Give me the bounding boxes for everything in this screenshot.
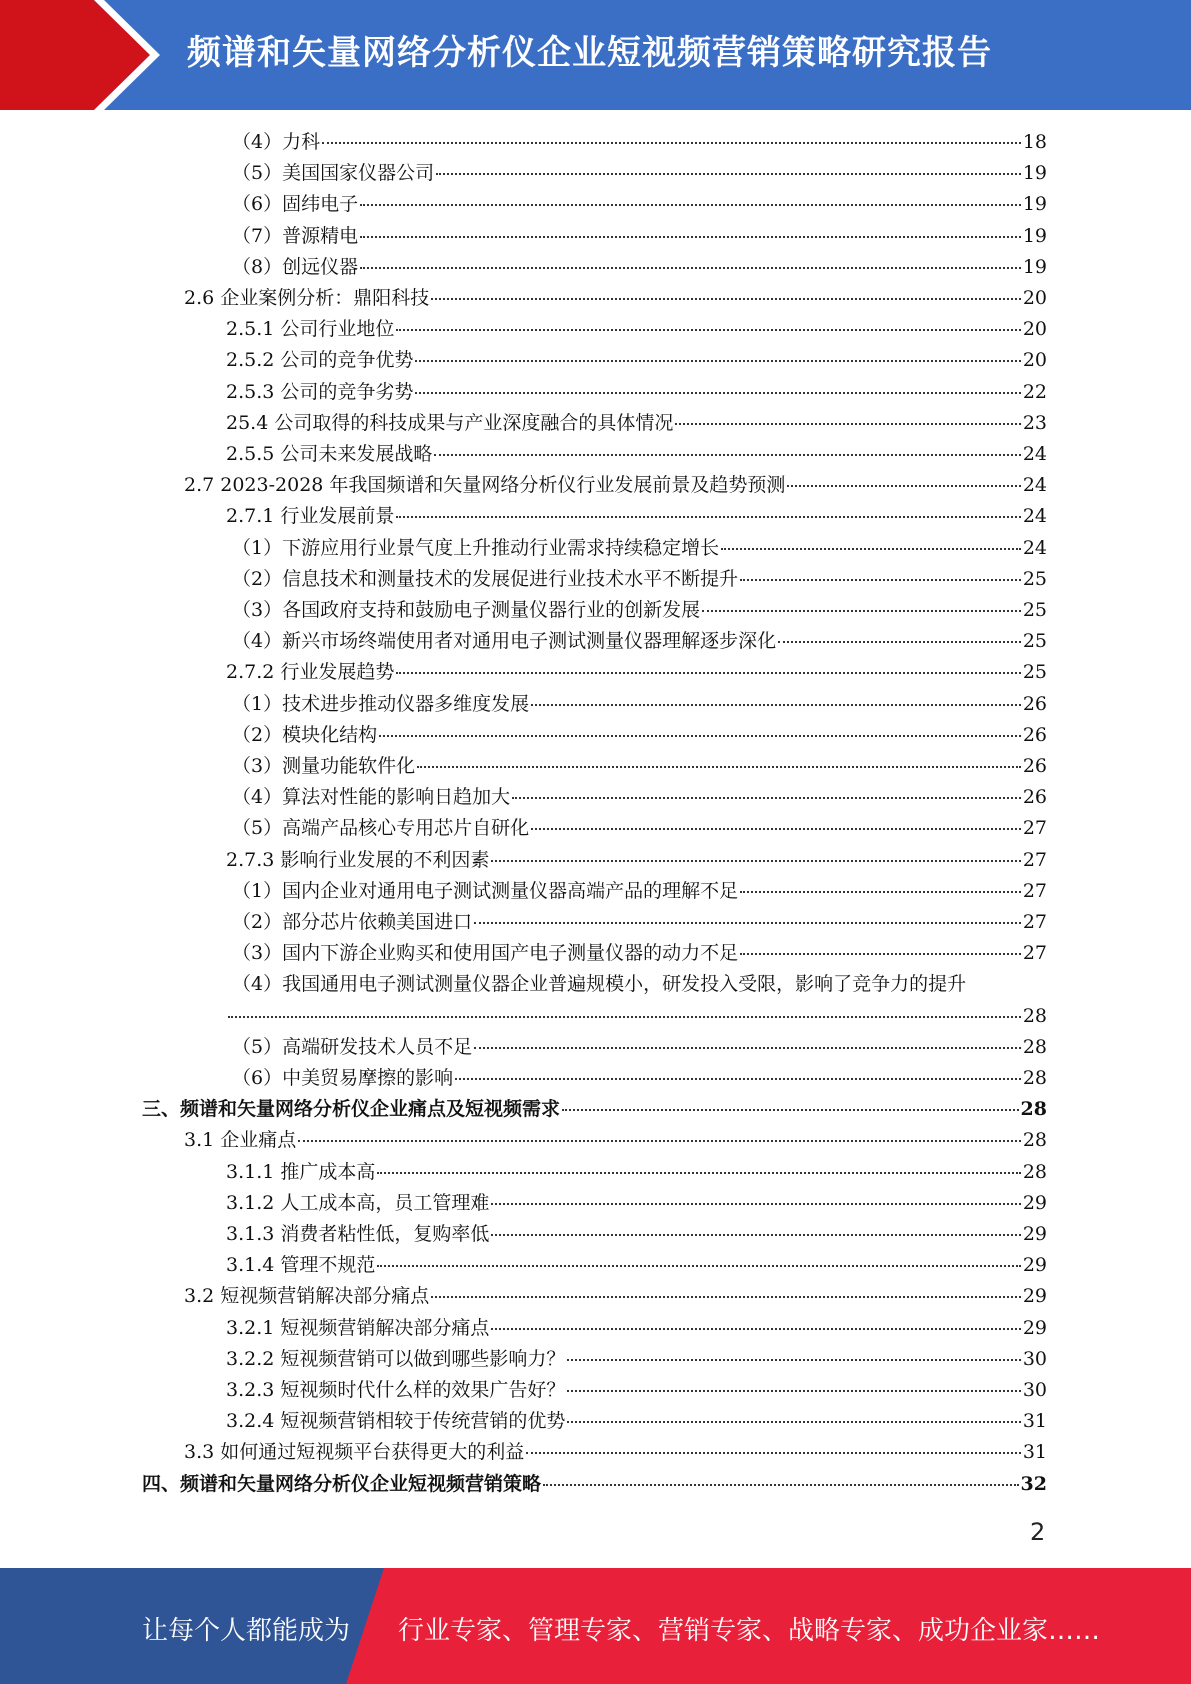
toc-entry-label: 3.2.2 短视频营销可以做到哪些影响力？ [226,1347,566,1370]
toc-leader-dots [740,953,1021,955]
toc-entry-page: 28 [1022,1129,1047,1152]
toc-entry-label: 3.2 短视频营销解决部分痛点 [184,1285,430,1308]
toc-entry-page: 19 [1022,224,1047,247]
toc-entry-page: 24 [1022,474,1047,497]
toc-entry-label: （8）创远仪器 [232,255,359,278]
page-header [0,0,1191,110]
toc-leader-dots [543,1484,1019,1486]
toc-entry-page: 29 [1022,1285,1047,1308]
toc-entry-page: 27 [1022,817,1047,840]
toc-entry-page: 30 [1022,1379,1047,1401]
toc-entry[interactable] [226,377,1047,408]
toc-entry-page: 19 [1022,162,1047,185]
toc-leader-dots [360,236,1021,238]
toc-entry[interactable] [232,969,1047,1000]
toc-entry[interactable] [142,1094,1047,1125]
toc-entry[interactable] [232,782,1047,813]
toc-entry-page: 25 [1022,567,1047,590]
toc-entry-label: （1）国内企业对通用电子测试测量仪器高端产品的理解不足 [232,879,739,902]
toc-entry[interactable] [232,751,1047,782]
toc-entry-label: （6）固纬电子 [232,193,359,216]
toc-entry-label: 2.5.5 公司未来发展战略 [226,443,433,465]
toc-entry[interactable] [232,1063,1047,1094]
toc-entry[interactable] [226,657,1047,688]
toc-entry[interactable] [226,1406,1047,1437]
toc-entry-label: （1）技术进步推动仪器多维度发展 [232,692,530,715]
report-title: 频谱和矢量网络分析仪企业短视频营销策略研究报告 [187,33,992,73]
toc-entry-label: （7）普源精电 [232,224,359,247]
toc-leader-dots [360,267,1021,269]
toc-leader-dots [415,360,1020,362]
toc-leader-dots [322,142,1021,144]
toc-entry[interactable] [184,283,1047,314]
toc-entry-label: （4）我国通用电子测试测量仪器企业普遍规模小，研发投入受限，影响了竞争力的提升 [232,973,967,996]
toc-entry-label: 2.5.1 公司行业地位 [226,318,395,341]
toc-entry[interactable] [184,1125,1047,1156]
toc-entry-page: 25 [1022,630,1047,653]
toc-entry[interactable] [226,845,1047,876]
toc-leader-dots [360,204,1021,206]
toc-entry[interactable] [226,1219,1047,1250]
footer-slogan-right: 行业专家、管理专家、营销专家、战略专家、成功企业家…… [398,1616,1101,1646]
toc-leader-dots [455,1078,1021,1080]
toc-entry-label: 3.1.4 管理不规范 [226,1254,376,1277]
toc-leader-dots [431,1296,1021,1298]
toc-entry[interactable] [232,938,1047,969]
toc-entry-page: 32 [1020,1472,1047,1495]
toc-leader-dots [396,329,1020,331]
toc-entry-label: （1）下游应用行业景气度上升推动行业需求持续稳定增长 [232,536,720,559]
toc-leader-dots [675,423,1020,425]
toc-entry-page: 20 [1022,349,1047,372]
toc-entry[interactable] [232,626,1047,657]
toc-entry-label: （5）高端研发技术人员不足 [232,1035,473,1058]
toc-leader-dots [740,579,1021,581]
toc-entry[interactable] [226,1313,1047,1344]
toc-leader-dots [721,548,1021,550]
toc-leader-dots [474,1047,1021,1049]
toc-entry-label: 2.6 企业案例分析：鼎阳科技 [184,287,430,309]
toc-entry-page: 28 [1022,1004,1047,1027]
toc-entry-page: 26 [1022,723,1047,746]
toc-leader-dots [415,392,1020,394]
toc-entry-page: 26 [1022,692,1047,715]
toc-entry-label: 2.7.2 行业发展趋势 [226,661,395,684]
toc-entry[interactable] [226,1375,1047,1406]
toc-entry-label: 25.4 公司取得的科技成果与产业深度融合的具体情况 [226,411,674,434]
toc-entry-page: 23 [1022,411,1047,434]
toc-leader-dots [377,1265,1020,1267]
toc-entry-label: （3）各国政府支持和鼓励电子测量仪器行业的创新发展 [232,599,701,621]
toc-entry-label: （2）部分芯片依赖美国进口 [232,911,473,933]
toc-entry-page: 18 [1022,131,1047,153]
toc-leader-dots [396,672,1020,674]
toc-entry-label: 3.1 企业痛点 [184,1129,297,1152]
toc-leader-dots [436,173,1021,175]
toc-leader-dots [567,1359,1020,1361]
page-footer [0,1568,1191,1684]
toc-entry-label: （2）模块化结构 [232,723,378,746]
toc-leader-dots [531,704,1021,706]
toc-entry-page: 26 [1022,786,1047,809]
toc-entry[interactable] [232,595,1047,626]
toc-entry-label: 2.7 2023-2028 年我国频谱和矢量网络分析仪行业发展前景及趋势预测 [184,474,786,497]
toc-entry[interactable] [232,252,1047,283]
toc-entry[interactable] [232,564,1047,595]
toc-entry-page: 27 [1022,911,1047,933]
toc-entry-label: （2）信息技术和测量技术的发展促进行业技术水平不断提升 [232,567,739,590]
toc-entry-page: 27 [1022,848,1047,871]
toc-entry[interactable] [226,1250,1047,1281]
toc-entry-label: （4）算法对性能的影响日趋加大 [232,786,511,809]
toc-leader-dots [417,766,1021,768]
toc-leader-dots [512,797,1021,799]
toc-leader-dots [379,735,1021,737]
toc-entry[interactable] [226,439,1047,470]
toc-leader-dots [491,1203,1020,1205]
toc-entry-page: 24 [1022,505,1047,528]
toc-entry[interactable] [226,345,1047,376]
toc-entry-label: 3.2.4 短视频营销相较于传统营销的优势 [226,1410,566,1433]
toc-entry[interactable] [232,813,1047,844]
toc-entry-label: 3.3 如何通过短视频平台获得更大的利益 [184,1441,525,1464]
toc-leader-dots [567,1421,1020,1423]
toc-entry[interactable] [226,1188,1047,1219]
toc-entry[interactable] [142,1469,1047,1500]
toc-entry[interactable] [232,720,1047,751]
toc-entry[interactable] [184,1437,1047,1468]
toc-entry-label: 2.5.2 公司的竞争优势 [226,349,414,372]
toc-leader-dots [702,610,1021,612]
toc-entry-page: 20 [1022,287,1047,309]
toc-leader-dots [562,1109,1019,1111]
page-number: 2 [1030,1518,1046,1546]
toc-entry-page: 30 [1022,1347,1047,1370]
toc-entry[interactable] [226,314,1047,345]
toc-entry-page: 29 [1022,1191,1047,1214]
toc-entry-label: 3.2.3 短视频时代什么样的效果广告好？ [226,1379,566,1401]
toc-leader-dots [778,641,1021,643]
toc-entry[interactable] [226,1344,1047,1375]
toc-entry-page: 31 [1022,1410,1047,1433]
toc-entry[interactable] [184,1281,1047,1312]
toc-entry[interactable] [232,189,1047,220]
toc-entry-label: （3）测量功能软件化 [232,755,416,777]
toc-leader-dots [377,1172,1020,1174]
toc-entry-label: （4）新兴市场终端使用者对通用电子测试测量仪器理解逐步深化 [232,630,777,653]
toc-leader-dots [474,922,1021,924]
toc-entry-page: 20 [1022,318,1047,341]
toc-leader-dots [491,1328,1020,1330]
toc-entry[interactable] [232,221,1047,252]
toc-leader-dots [531,828,1021,830]
toc-entry[interactable] [184,470,1047,501]
toc-leader-dots [396,516,1020,518]
toc-entry-page: 19 [1022,255,1047,278]
toc-entry-page: 27 [1022,942,1047,965]
toc-entry-page: 29 [1022,1316,1047,1339]
toc-entry-label: （5）美国国家仪器公司 [232,162,435,185]
toc-leader-dots [491,860,1020,862]
toc-leader-dots [567,1390,1020,1392]
toc-leader-dots [434,454,1020,456]
toc-entry-label: 四、频谱和矢量网络分析仪企业短视频营销策略 [142,1472,542,1495]
toc-entry-label: 3.2.1 短视频营销解决部分痛点 [226,1316,490,1339]
toc-leader-dots [228,1016,1021,1018]
toc-entry-page: 29 [1022,1223,1047,1245]
toc-entry-page: 28 [1022,1035,1047,1058]
toc-entry-label: 2.7.3 影响行业发展的不利因素 [226,848,490,871]
toc-entry[interactable] [226,501,1047,532]
toc-entry[interactable] [232,158,1047,189]
toc-entry[interactable] [232,1032,1047,1063]
toc-entry[interactable] [226,408,1047,439]
toc-entry-label: 三、频谱和矢量网络分析仪企业痛点及短视频需求 [142,1098,561,1121]
toc-entry[interactable] [232,127,1047,158]
toc-entry-label: （4）力科 [232,131,321,153]
toc-entry-page: 27 [1022,879,1047,902]
toc-entry-label: 3.1.1 推广成本高 [226,1160,376,1183]
toc-entry[interactable] [226,1001,1047,1032]
toc-entry-label: 3.1.2 人工成本高，员工管理难 [226,1191,490,1214]
toc-entry-page: 24 [1022,536,1047,559]
toc-entry-page: 28 [1022,1067,1047,1089]
footer-slogan-left: 让每个人都能成为 [142,1616,351,1646]
toc-leader-dots [526,1452,1021,1454]
toc-entry-page: 29 [1022,1254,1047,1277]
toc-entry-label: 2.5.3 公司的竞争劣势 [226,380,414,403]
toc-entry-label: （5）高端产品核心专用芯片自研化 [232,817,530,840]
toc-leader-dots [787,485,1020,487]
toc-entry[interactable] [232,907,1047,938]
toc-entry-label: 2.7.1 行业发展前景 [226,505,395,528]
toc-entry-label: （3）国内下游企业购买和使用国产电子测量仪器的动力不足 [232,942,739,965]
toc-entry-page: 25 [1022,661,1047,684]
toc-entry-page: 28 [1022,1160,1047,1183]
toc-entry-page: 22 [1022,380,1047,403]
toc-leader-dots [491,1234,1020,1236]
toc-leader-dots [431,298,1021,300]
toc-leader-dots [740,891,1021,893]
toc-entry-page: 26 [1022,755,1047,777]
toc-entry-page: 19 [1022,193,1047,216]
toc-entry[interactable] [232,533,1047,564]
toc-leader-dots [298,1140,1021,1142]
toc-entry-page: 24 [1022,443,1047,465]
toc-entry[interactable] [226,1157,1047,1188]
toc-entry-page: 31 [1022,1441,1047,1464]
toc-entry-page: 28 [1020,1098,1047,1121]
toc-entry[interactable] [232,876,1047,907]
toc-entry[interactable] [232,689,1047,720]
toc-entry-label: 3.1.3 消费者粘性低，复购率低 [226,1223,490,1245]
toc-entry-label: （6）中美贸易摩擦的影响 [232,1067,454,1089]
toc-entry-page: 25 [1022,599,1047,621]
